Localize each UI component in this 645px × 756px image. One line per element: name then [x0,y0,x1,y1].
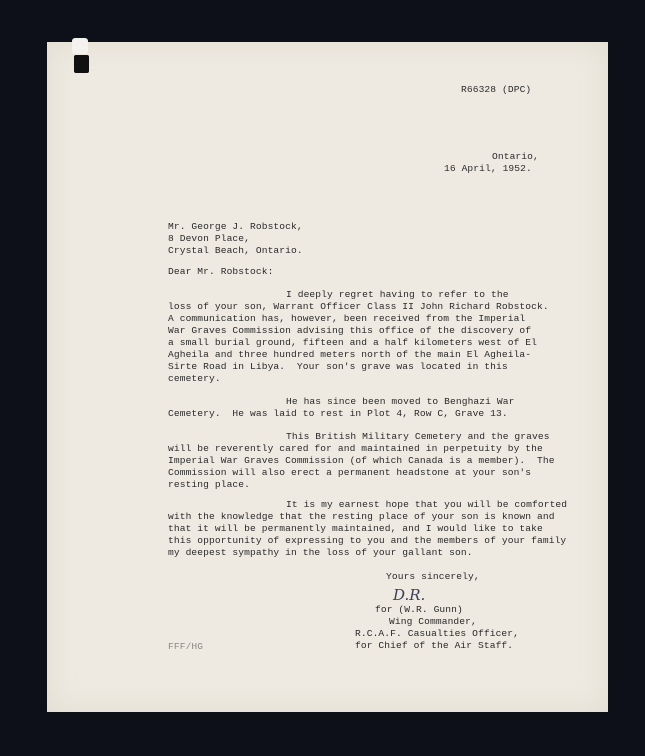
signature-line: for Chief of the Air Staff. [355,640,514,651]
recipient-line: Mr. George J. Robstock, [168,221,303,232]
paragraph-line: cemetery. [168,373,221,384]
paragraph-line: my deepest sympathy in the loss of your gallant son. [168,547,473,558]
typist-initials: FFF/HG [168,641,204,652]
paragraph-line: that it will be permanently maintained, and I would like to take [168,523,543,534]
paragraph-line: I deeply regret having to refer to the [286,289,509,300]
paragraph-line: with the knowledge that the resting place of your son is known and [168,511,555,522]
signature-line: R.C.A.F. Casualties Officer, [355,628,520,639]
signature-line: for (W.R. Gunn) [375,604,463,615]
letter-place: Ontario, [492,151,539,162]
paragraph-line: a small burial ground, fifteen and a half kilometers west of El [168,337,538,348]
paragraph-line: A communication has, however, been received from the Imperial [168,313,526,324]
paragraph-line: Sirte Road in Libya. Your son's grave was located in this [168,361,508,372]
paragraph-line: He has since been moved to Benghazi War [286,396,515,407]
letter-date: 16 April, 1952. [444,163,532,174]
paragraph-line: This British Military Cemetery and the graves [286,431,550,442]
salutation: Dear Mr. Robstock: [168,266,274,277]
signature-line: Wing Commander, [389,616,477,627]
paper-tab [72,38,88,54]
paragraph-line: Cemetery. He was laid to rest in Plot 4, Row C, Grave 13. [168,408,508,419]
paragraph-line: Commission will also erect a permanent headstone at your son's [168,467,532,478]
closing: Yours sincerely, [386,571,480,582]
paragraph-line: loss of your son, Warrant Officer Class II John Richard Robstock. [168,301,549,312]
reference-number: R66328 (DPC) [461,84,532,95]
paragraph-line: will be reverently cared for and maintained in perpetuity by the [168,443,543,454]
handwritten-signature: D.R. [393,586,426,604]
paragraph-line: Agheila and three hundred meters north of the main El Agheila- [168,349,532,360]
letter-page [47,42,608,712]
recipient-line: Crystal Beach, Ontario. [168,245,303,256]
paragraph-line: this opportunity of expressing to you and the members of your family [168,535,567,546]
punch-hole [74,55,89,73]
paragraph-line: It is my earnest hope that you will be comforted [286,499,568,510]
paragraph-line: Imperial War Graves Commission (of which Canada is a member). The [168,455,555,466]
recipient-line: 8 Devon Place, [168,233,251,244]
paragraph-line: resting place. [168,479,251,490]
paragraph-line: War Graves Commission advising this office of the discovery of [168,325,532,336]
